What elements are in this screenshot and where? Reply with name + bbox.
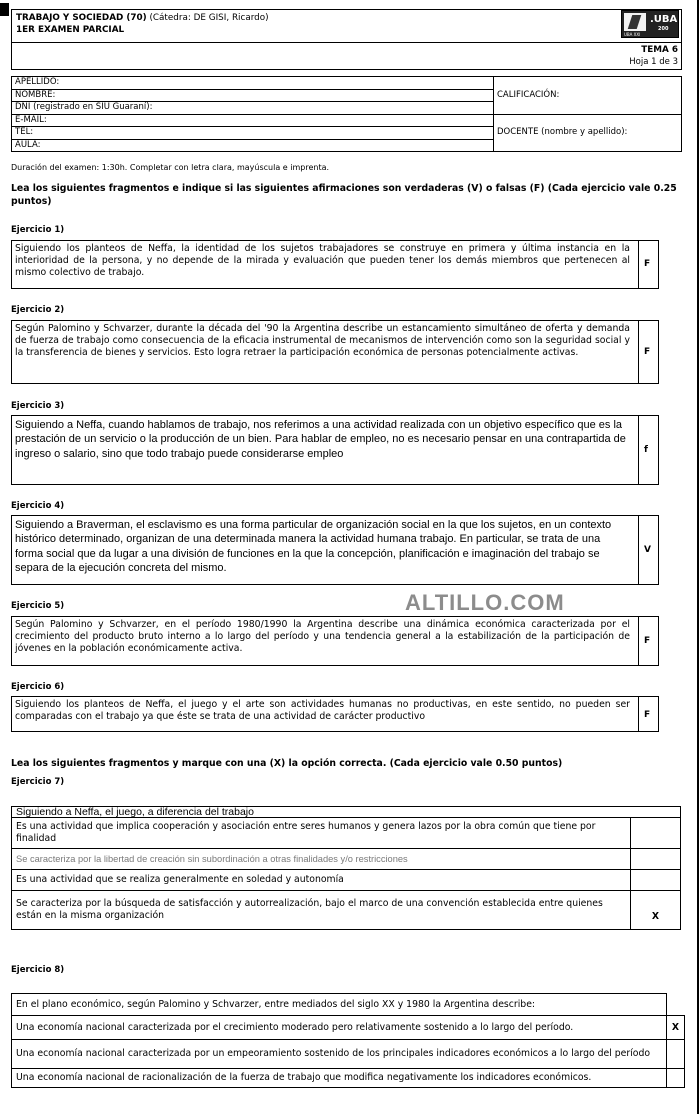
exercise-8-label: Ejercicio 8) — [11, 965, 65, 975]
logo-year: 200 — [658, 26, 669, 32]
exam-title: 1ER EXAMEN PARCIAL — [16, 25, 125, 35]
exercise-2-box — [11, 320, 639, 384]
header-box — [11, 9, 682, 43]
corner-mark — [0, 3, 9, 16]
exercise-6-box — [11, 696, 639, 732]
watermark: ALTILLO.COM — [405, 590, 565, 615]
exercise-8-mark-3[interactable] — [667, 1069, 685, 1088]
exercise-1-answer: F — [644, 259, 651, 269]
exercise-2-label: Ejercicio 2) — [11, 305, 65, 315]
field-nombre[interactable]: NOMBRE: — [12, 89, 494, 102]
exercise-6-text: Siguiendo los planteos de Neffa, el juego y el arte son actividades humanas no productivas, en este sentido, no pueden ser comparadas con el trabajo ya que éste se trata de una actividad de carácter productivo — [15, 699, 630, 723]
exercise-8-mark-1[interactable]: X — [667, 1016, 685, 1040]
uba-logo — [621, 10, 679, 38]
chair-name: (Cátedra: DE GISI, Ricardo) — [149, 13, 269, 23]
exercise-6-label: Ejercicio 6) — [11, 682, 65, 692]
field-dni[interactable]: DNI (registrado en SIU Guaraní): — [12, 102, 494, 115]
field-apellido[interactable]: APELLIDO: — [12, 77, 494, 90]
exercise-8-stem: En el plano económico, según Palomino y Schvarzer, entre mediados del siglo XX y 1980 la Argentina describe: — [12, 994, 667, 1016]
field-email[interactable]: E-MAIL: — [12, 114, 494, 127]
exercise-4-text: Siguiendo a Braverman, el esclavismo es una forma particular de organización social en la que los sujetos, en un contexto histórico determinado, organizan de una determinada manera la actividad humana trabajo. En particular, se trata de una forma social que da lugar a una división de funciones en la que la concepción, planificación e imaginación del trabajo se separa de la ejecución concreta del mismo. — [15, 519, 612, 574]
logo-small-text: UBA XXI — [624, 32, 641, 37]
exercise-5-label: Ejercicio 5) — [11, 601, 65, 611]
exercise-4-answer: V — [644, 545, 651, 555]
exercise-7-mark-3[interactable] — [631, 870, 681, 891]
exercise-8-table — [11, 993, 685, 1088]
exercise-8-stem-spacer — [667, 994, 685, 1016]
field-docente[interactable]: DOCENTE (nombre y apellido): — [494, 114, 682, 152]
student-form — [11, 76, 682, 152]
exercise-6-answer: F — [644, 710, 651, 720]
exercise-8-option-3: Una economía nacional de racionalización de la fuerza de trabajo que modifica negativamente los indicadores económicos. — [12, 1069, 667, 1088]
exercise-1-label: Ejercicio 1) — [11, 225, 65, 235]
exercise-3-text: Siguiendo a Neffa, cuando hablamos de trabajo, nos referimos a una actividad realizada con un objetivo específico que es la prestación de un servicio o la producción de un bien. Para hablar de empleo, no es necesario pensar en una contrapartida de ingreso o salario, sino que todo trabajo puede considerarse empleo — [15, 419, 626, 460]
exercise-8-option-2: Una economía nacional caracterizada por un empeoramiento sostenido de los principales indicadores económicos a lo largo del período — [12, 1040, 667, 1069]
exercise-7-option-3: Es una actividad que se realiza generalmente en soledad y autonomía — [12, 870, 631, 891]
tema-box — [11, 42, 682, 70]
exercise-8-option-1: Una economía nacional caracterizada por el crecimiento moderado pero relativamente sostenido a lo largo del período. — [12, 1016, 667, 1040]
exercise-7-mark-4[interactable]: X — [631, 891, 681, 930]
tema-label: TEMA 6 — [641, 45, 678, 55]
logo-text: .UBA — [650, 14, 678, 25]
exercise-3-answer-box[interactable] — [639, 415, 659, 485]
exercise-4-label: Ejercicio 4) — [11, 501, 65, 511]
exercise-8-mark-2[interactable] — [667, 1040, 685, 1069]
exercise-7-option-2: Se caracteriza por la libertad de creación sin subordinación a otras finalidades y/o restricciones — [12, 849, 631, 870]
logo-emblem — [624, 13, 646, 31]
duration-note: Duración del examen: 1:30h. Completar con letra clara, mayúscula e imprenta. — [11, 163, 330, 172]
exercise-3-label: Ejercicio 3) — [11, 401, 65, 411]
course-title: TRABAJO Y SOCIEDAD (70) — [16, 13, 147, 23]
exercise-1-text: Siguiendo los planteos de Neffa, la identidad de los sujetos trabajadores se construye en primera y última instancia en la interioridad de la persona, y no depende de la mirada y evaluación que pueden tener los demás miembros que pertenecen al mismo colectivo de trabajo. — [15, 243, 630, 279]
field-calificacion[interactable]: CALIFICACIÓN: — [494, 77, 682, 115]
exercise-1-box — [11, 240, 639, 289]
section1-instruction: Lea los siguientes fragmentos e indique si las siguientes afirmaciones son verdaderas (V) o falsas (F) (Cada ejercicio vale 0.25 puntos) — [11, 183, 677, 207]
exercise-2-answer: F — [644, 347, 651, 357]
page-count: Hoja 1 de 3 — [629, 57, 678, 67]
exercise-3-answer: f — [644, 445, 648, 455]
section2-instruction: Lea los siguientes fragmentos y marque con una (X) la opción correcta. (Cada ejercicio vale 0.50 puntos) — [11, 758, 563, 769]
exercise-7-table — [11, 806, 681, 930]
exercise-4-box — [11, 515, 639, 585]
exercise-5-box — [11, 616, 639, 666]
exercise-7-option-1: Es una actividad que implica cooperación y asociación entre seres humanos y genera lazos por la obra común que tiene por finalidad — [12, 818, 631, 849]
exercise-7-stem: Siguiendo a Neffa, el juego, a diferencia del trabajo — [12, 807, 681, 818]
exercise-7-option-4: Se caracteriza por la búsqueda de satisfacción y autorrealización, bajo el marco de una convención establecida entre quienes están en la misma organización — [12, 891, 631, 930]
exercise-7-label: Ejercicio 7) — [11, 777, 65, 787]
field-aula[interactable]: AULA: — [12, 139, 494, 152]
exercise-7-mark-2[interactable] — [631, 849, 681, 870]
exercise-2-text: Según Palomino y Schvarzer, durante la década del '90 la Argentina describe un estancamiento simultáneo de oferta y demanda de fuerza de trabajo como consecuencia de la eficacia instrumental de mecanismos de intervención como son la seguridad social y la transferencia de bienes y servicios. Esto logra retraer la participación económica de personas potencialmente activas. — [15, 323, 630, 359]
exercise-7-mark-1[interactable] — [631, 818, 681, 849]
header-title-line — [16, 13, 269, 23]
exercise-5-text: Según Palomino y Schvarzer, en el período 1980/1990 la Argentina describe una dinámica económica caracterizada por el crecimiento del producto bruto interno a lo largo del período y una tendencia general a la estabilización de la participación de jóvenes en la población económicamente activa. — [15, 619, 630, 655]
page-edge-line — [697, 0, 699, 1114]
exercise-3-box — [11, 415, 639, 485]
field-tel[interactable]: TEL: — [12, 127, 494, 140]
exercise-5-answer: F — [644, 636, 651, 646]
